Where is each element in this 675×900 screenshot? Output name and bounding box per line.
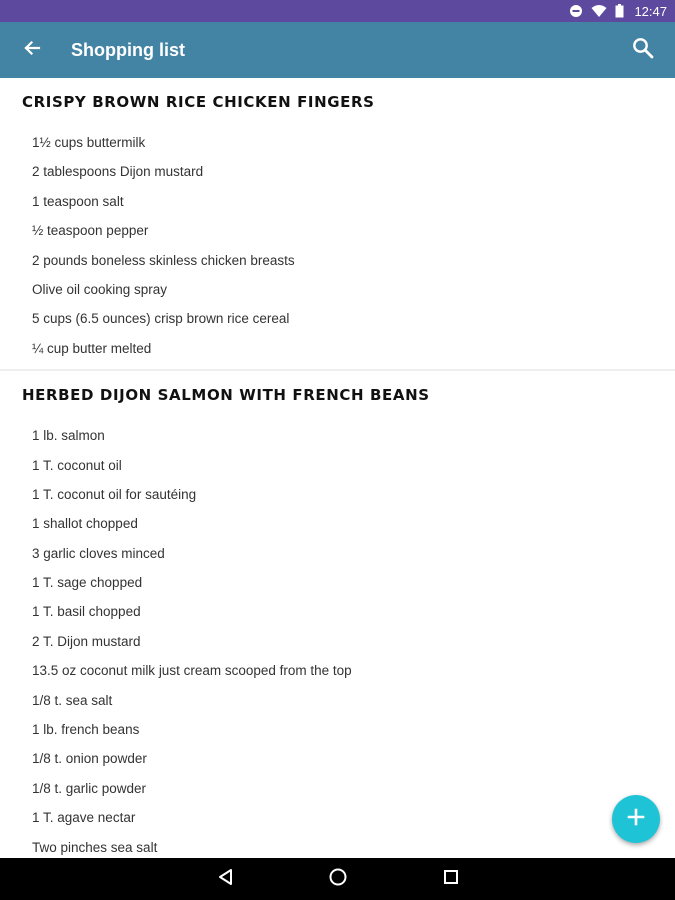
shopping-list-content[interactable] [0,78,675,858]
ingredient-item[interactable]: 1 T. agave nectar [32,810,136,826]
arrow-back-icon [23,39,41,62]
nav-home-button[interactable] [323,864,353,894]
ingredient-item[interactable]: 13.5 oz coconut milk just cream scooped from the top [32,663,352,679]
recipe-title: HERBED DIJON SALMON WITH FRENCH BEANS [22,386,430,405]
do-not-disturb-icon [569,4,583,18]
nav-back-button[interactable] [211,864,241,894]
ingredient-item[interactable]: 1 T. sage chopped [32,575,143,591]
back-button[interactable] [16,34,48,66]
search-icon [632,37,654,64]
nav-home-icon [328,867,348,892]
ingredient-item[interactable]: 2 T. Dijon mustard [32,633,141,649]
search-button[interactable] [627,34,659,66]
ingredient-item[interactable]: 1/8 t. onion powder [32,751,147,767]
battery-icon [615,4,624,18]
page-title: Shopping list [71,40,185,60]
ingredient-list [0,419,675,858]
add-item-button[interactable] [612,795,660,843]
recipe-section [0,369,675,858]
recipe-section [0,78,675,369]
ingredient-item[interactable]: 1 T. basil chopped [32,604,141,620]
ingredient-item[interactable]: 1½ cups buttermilk [32,135,146,150]
nav-recents-button[interactable] [436,864,466,894]
plus-icon [627,808,645,831]
ingredient-list [0,126,675,369]
ingredient-item[interactable]: 1 lb. french beans [32,722,140,738]
app-bar [0,22,675,78]
ingredient-item[interactable]: 2 tablespoons Dijon mustard [32,164,204,180]
ingredient-item[interactable]: 1 teaspoon salt [32,193,124,209]
ingredient-item[interactable]: 2 pounds boneless skinless chicken breasts [32,252,295,268]
wifi-icon [591,4,607,18]
ingredient-item[interactable]: Olive oil cooking spray [32,281,168,297]
recipe-title: CRISPY BROWN RICE CHICKEN FINGERS [22,93,375,111]
ingredient-item[interactable]: 1/8 t. sea salt [32,692,113,708]
nav-recents-icon [442,868,460,891]
ingredient-item[interactable]: Two pinches sea salt [32,839,158,855]
navigation-bar [0,858,675,900]
ingredient-item[interactable]: ½ teaspoon pepper [32,223,149,239]
status-time: 12:47 [634,3,667,19]
status-icons [569,4,667,19]
ingredient-item[interactable]: 5 cups (6.5 ounces) crisp brown rice cereal [32,311,290,327]
ingredient-item[interactable]: 3 garlic cloves minced [32,545,165,561]
ingredient-item[interactable]: 1 T. coconut oil [32,457,122,473]
ingredient-item[interactable]: 1 T. coconut oil for sautéing [32,486,197,502]
nav-back-icon [217,868,235,891]
ingredient-item[interactable]: ¼ cup butter melted [32,340,152,356]
ingredient-item[interactable]: 1/8 t. garlic powder [32,780,147,796]
status-bar [0,0,675,22]
ingredient-item[interactable]: 1 lb. salmon [32,428,105,444]
ingredient-item[interactable]: 1 shallot chopped [32,516,138,532]
